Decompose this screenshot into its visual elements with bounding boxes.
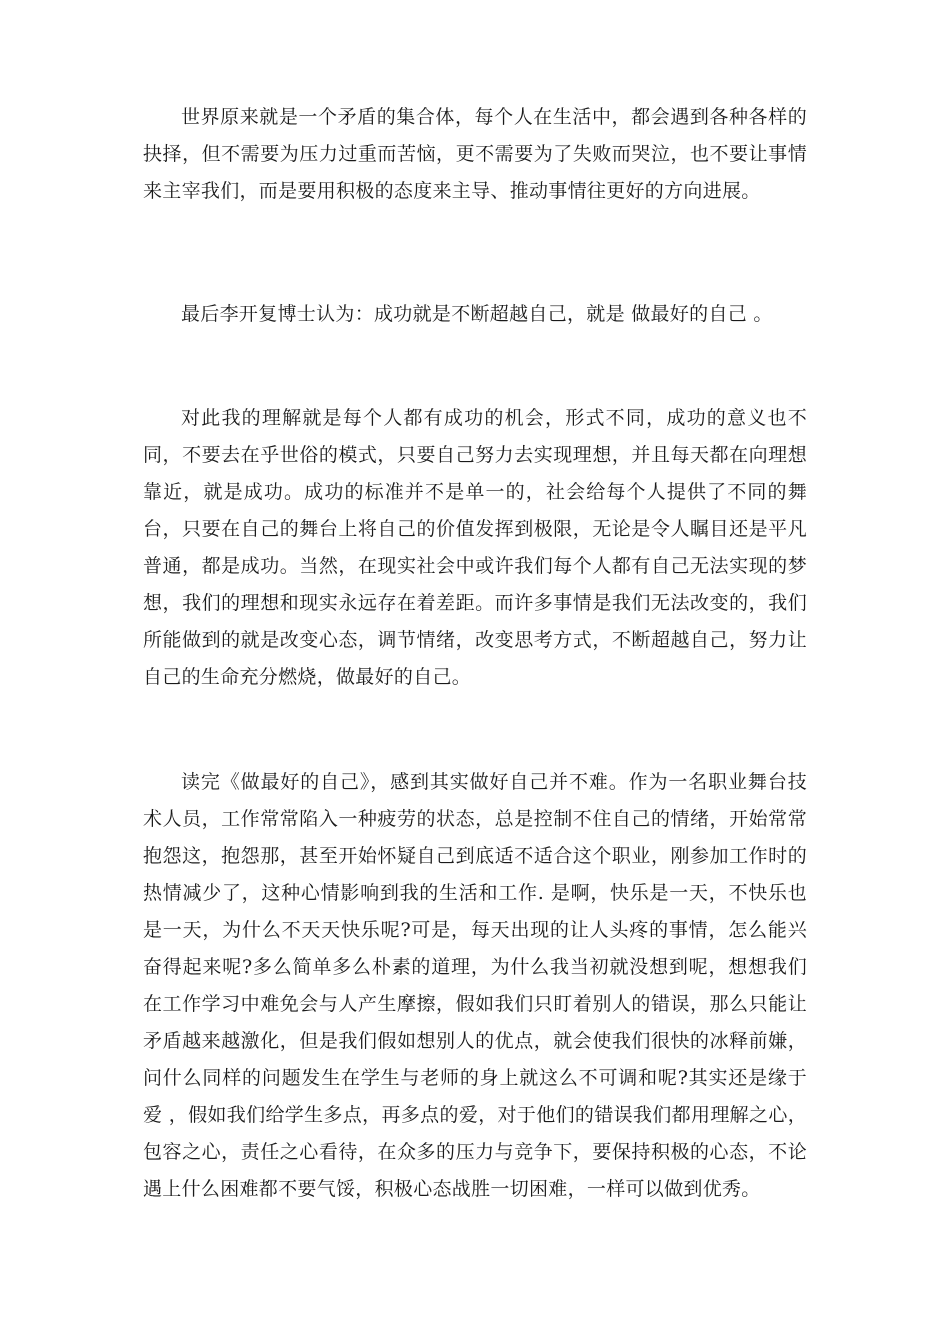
paragraph-my-understanding: 对此我的理解就是每个人都有成功的机会，形式不同，成功的意义也不同，不要去在乎世俗的模式，只要自己努力去实现理想，并且每天都在向理想靠近，就是成功。成功的标准并不是单一的，社会给每个人提供了不同的舞台，只要在自己的舞台上将自己的价值发挥到极限，无论是令人瞩目还是平凡普通，都是成功。当然，在现实社会中或许我们每个人都有自己无法实现的梦想，我们的理想和现实永远存在着差距。而许多事情是我们无法改变的，我们所能做到的就是改变心态，调节情绪，改变思考方式，不断超越自己，努力让自己的生命充分燃烧，做最好的自己。 bbox=[143, 407, 807, 688]
paragraph-kaifu-lee-conclusion: 最后李开复博士认为：成功就是不断超越自己，就是 做最好的自己 。 bbox=[181, 303, 773, 325]
paragraph-after-reading: 读完《做最好的自己》，感到其实做好自己并不难。作为一名职业舞台技术人员，工作常常陷入一种疲劳的状态，总是控制不住自己的情绪，开始常常抱怨这，抱怨那，甚至开始怀疑自己到底适不适合这个职业，刚参加工作时的热情减少了，这种心情影响到我的生活和工作. 是啊，快乐是一天，不快乐也是一天，为什么不天天快乐呢?可是，每天出现的让人头疼的事情，怎么能兴奋得起来呢?多么简单多么朴素的道理，为什么我当初就没想到呢，想想我们在工作学习中难免会与人产生摩擦，假如我们只盯着别人的错误，那么只能让矛盾越来越激化，但是我们假如想别人的优点，就会使我们很快的冰释前嫌，问什么同样的问题发生在学生与老师的身上就这么不可调和呢?其实还是缘于 爱 ，假如我们给学生多点，再多点的爱，对于他们的错误我们都用理解之心，包容之心，责任之心看待，在众多的压力与竞争下，要保持积极的心态，不论遇上什么困难都不要气馁，积极心态战胜一切困难，一样可以做到优秀。 bbox=[143, 771, 807, 1200]
paragraph-world-contradictions: 世界原来就是一个矛盾的集合体，每个人在生活中，都会遇到各种各样的抉择，但不需要为压力过重而苦恼，更不需要为了失败而哭泣，也不要让事情来主宰我们，而是要用积极的态度来主导、推动事情往更好的方向进展。 bbox=[143, 106, 807, 202]
